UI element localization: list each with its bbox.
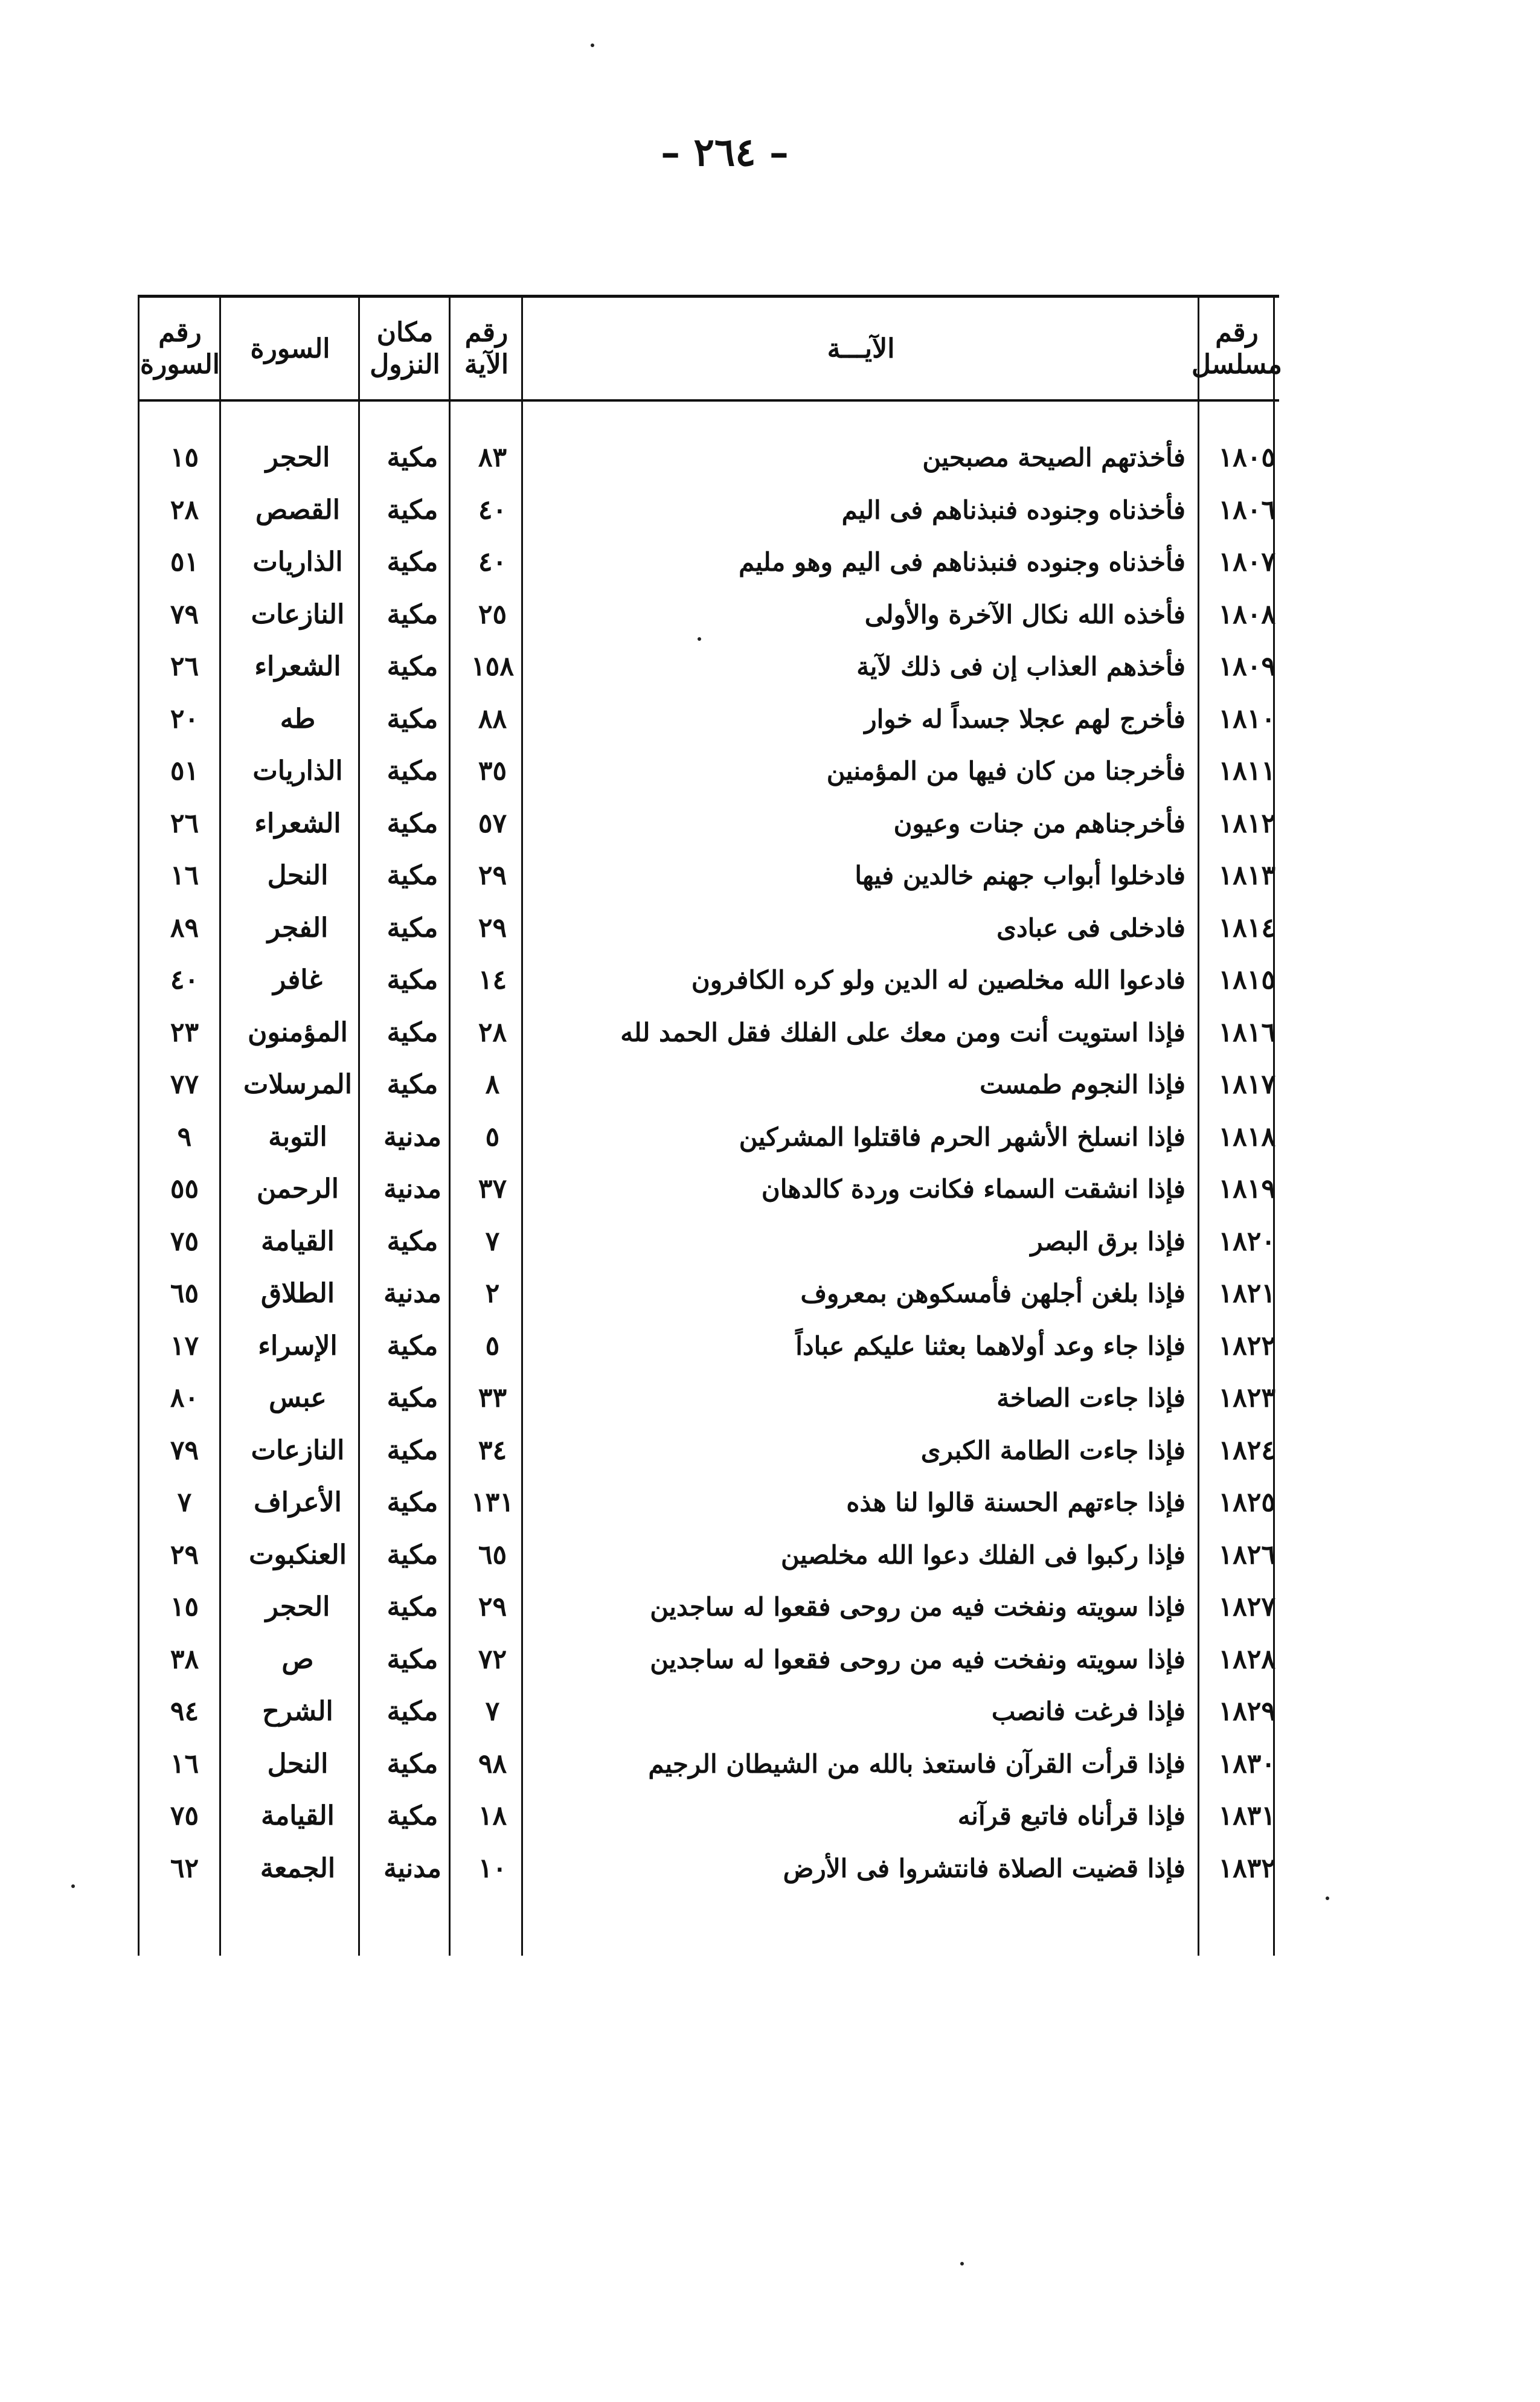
table-row xyxy=(138,589,1279,641)
revelation-place-cell: مكية xyxy=(387,1382,438,1413)
verse-number-cell: ٧ xyxy=(485,1225,500,1257)
verse-number-cell: ٨٨ xyxy=(478,703,507,734)
surah-name-cell: القيامة xyxy=(261,1800,335,1831)
serial-number-cell: ١٨١١ xyxy=(1218,756,1275,786)
table-row xyxy=(138,1738,1279,1791)
revelation-place-cell: مكية xyxy=(387,1643,438,1675)
table-row xyxy=(138,745,1279,798)
serial-number-cell: ١٨٢٣ xyxy=(1218,1382,1275,1413)
surah-number-cell: ٨٠ xyxy=(170,1382,199,1413)
table-row xyxy=(138,641,1279,693)
revelation-place-cell: مكية xyxy=(387,703,438,734)
surah-number-cell: ٦٥ xyxy=(170,1278,199,1309)
verse-text-cell: فإذا جاء وعد أولاهما بعثنا عليكم عباداً xyxy=(795,1331,1185,1361)
serial-number-cell: ١٨٢٨ xyxy=(1218,1643,1275,1675)
surah-number-cell: ٢٨ xyxy=(170,494,199,525)
table-row xyxy=(138,902,1279,955)
revelation-place-cell: مكية xyxy=(387,599,438,630)
verse-number-cell: ٣٤ xyxy=(478,1434,507,1466)
verse-number-cell: ٩٨ xyxy=(478,1748,507,1779)
verse-text-cell: فأخرجناهم من جنات وعيون xyxy=(893,808,1185,838)
serial-number-cell: ١٨١٨ xyxy=(1218,1121,1275,1152)
surah-number-cell: ٣٨ xyxy=(170,1643,199,1675)
table-row xyxy=(138,1581,1279,1634)
serial-number-cell: ١٨٢٢ xyxy=(1218,1330,1275,1361)
verse-number-cell: ٢٥ xyxy=(478,599,507,630)
surah-name-cell: الأعراف xyxy=(254,1487,342,1518)
serial-number-cell: ١٨٣٢ xyxy=(1218,1852,1275,1884)
surah-number-cell: ٧٩ xyxy=(170,1434,199,1466)
header-serial: رقم مسلسل xyxy=(1192,317,1282,380)
table-row xyxy=(138,1007,1279,1059)
serial-number-cell: ١٨٠٥ xyxy=(1218,442,1275,473)
revelation-place-cell: مكية xyxy=(387,912,438,943)
verse-text-cell: فإذا برق البصر xyxy=(1030,1226,1185,1256)
surah-name-cell: طه xyxy=(280,703,316,734)
verse-number-cell: ٢٩ xyxy=(478,860,507,891)
surah-number-cell: ٢٠ xyxy=(170,703,199,734)
table-row xyxy=(138,1843,1279,1895)
table-row xyxy=(138,693,1279,746)
serial-number-cell: ١٨٢٥ xyxy=(1218,1487,1275,1518)
revelation-place-cell: مدنية xyxy=(383,1121,441,1152)
verse-number-cell: ٧٢ xyxy=(478,1643,507,1675)
surah-name-cell: الإسراء xyxy=(258,1330,338,1361)
header-verse: الآيـــة xyxy=(827,333,895,364)
surah-number-cell: ١٥ xyxy=(170,1591,199,1622)
serial-number-cell: ١٨٢٩ xyxy=(1218,1696,1275,1727)
verse-text-cell: فإذا سويته ونفخت فيه من روحى فقعوا له ساجدين xyxy=(650,1592,1185,1622)
serial-number-cell: ١٨٢٧ xyxy=(1218,1591,1275,1622)
verse-number-cell: ٦٥ xyxy=(478,1539,507,1570)
surah-name-cell: القصص xyxy=(255,494,340,525)
surah-name-cell: غافر xyxy=(273,965,322,995)
revelation-place-cell: مكية xyxy=(387,1016,438,1048)
serial-number-cell: ١٨٢١ xyxy=(1218,1278,1275,1309)
table-row xyxy=(138,1111,1279,1164)
surah-name-cell: النحل xyxy=(267,1748,329,1779)
page-number: – ٢٦٤ – xyxy=(661,130,789,175)
verse-number-cell: ٢ xyxy=(485,1278,500,1309)
surah-name-cell: التوبة xyxy=(268,1121,327,1152)
verse-text-cell: فأخذه الله نكال الآخرة والأولى xyxy=(864,599,1185,629)
serial-number-cell: ١٨١٧ xyxy=(1218,1069,1275,1100)
surah-number-cell: ٧ xyxy=(177,1487,192,1518)
revelation-place-cell: مكية xyxy=(387,1225,438,1257)
table-row xyxy=(138,954,1279,1007)
surah-number-cell: ٧٧ xyxy=(170,1069,199,1100)
verse-text-cell: فأخذهم العذاب إن فى ذلك لآية xyxy=(856,652,1185,681)
verse-text-cell: فادخلى فى عبادى xyxy=(996,913,1185,943)
revelation-place-cell: مكية xyxy=(387,651,438,682)
surah-number-cell: ٩٤ xyxy=(170,1696,199,1727)
header-verse-number: رقم الآية xyxy=(464,317,509,380)
verse-number-cell: ٢٩ xyxy=(478,912,507,943)
revelation-place-cell: مكية xyxy=(387,494,438,525)
surah-name-cell: الرحمن xyxy=(256,1174,339,1204)
revelation-place-cell: مكية xyxy=(387,1748,438,1779)
revelation-place-cell: مكية xyxy=(387,547,438,577)
verse-text-cell: فإذا فرغت فانصب xyxy=(991,1697,1185,1726)
table-row xyxy=(138,1529,1279,1582)
verse-text-cell: فأخذتهم الصيحة مصبحين xyxy=(922,443,1185,472)
surah-name-cell: الفجر xyxy=(267,912,329,943)
surah-number-cell: ٤٠ xyxy=(170,965,199,995)
verse-number-cell: ٥٧ xyxy=(478,808,507,839)
verse-text-cell: فادعوا الله مخلصين له الدين ولو كره الكافرون xyxy=(691,965,1185,995)
verse-text-cell: فأخذناه وجنوده فنبذناهم فى اليم xyxy=(841,495,1185,525)
header-surah-number: رقم السورة xyxy=(140,317,220,380)
surah-name-cell: ص xyxy=(281,1643,314,1675)
serial-number-cell: ١٨١٣ xyxy=(1218,860,1275,891)
table-row xyxy=(138,1686,1279,1738)
serial-number-cell: ١٨٢٠ xyxy=(1218,1225,1275,1257)
surah-number-cell: ٢٣ xyxy=(170,1016,199,1048)
serial-number-cell: ١٨٠٧ xyxy=(1218,547,1275,577)
verse-number-cell: ١٠ xyxy=(478,1852,507,1884)
verse-text-cell: فإذا قرأت القرآن فاستعذ بالله من الشيطان الرجيم xyxy=(648,1749,1185,1779)
verse-number-cell: ٣٣ xyxy=(478,1382,507,1413)
scan-speck xyxy=(71,1884,75,1888)
surah-number-cell: ٧٥ xyxy=(170,1225,199,1257)
table-row xyxy=(138,1268,1279,1320)
revelation-place-cell: مكية xyxy=(387,1539,438,1570)
serial-number-cell: ١٨٠٩ xyxy=(1218,651,1275,682)
verse-number-cell: ٤٠ xyxy=(478,547,507,577)
table-row xyxy=(138,1634,1279,1686)
surah-number-cell: ٥١ xyxy=(170,547,199,577)
surah-number-cell: ٢٩ xyxy=(170,1539,199,1570)
scan-speck xyxy=(698,637,701,641)
surah-name-cell: المرسلات xyxy=(243,1069,352,1100)
revelation-place-cell: مكية xyxy=(387,756,438,786)
surah-number-cell: ٩ xyxy=(177,1121,192,1152)
serial-number-cell: ١٨١٢ xyxy=(1218,808,1275,839)
serial-number-cell: ١٨١٠ xyxy=(1218,703,1275,734)
surah-number-cell: ٧٩ xyxy=(170,599,199,630)
verse-text-cell: فإذا جاءتهم الحسنة قالوا لنا هذه xyxy=(846,1488,1185,1517)
revelation-place-cell: مكية xyxy=(387,1591,438,1622)
revelation-place-cell: مدنية xyxy=(383,1174,441,1204)
revelation-place-cell: مكية xyxy=(387,1330,438,1361)
serial-number-cell: ١٨٣١ xyxy=(1218,1800,1275,1831)
verse-number-cell: ٧ xyxy=(485,1696,500,1727)
surah-name-cell: النازعات xyxy=(251,1434,345,1466)
verse-text-cell: فإذا استويت أنت ومن معك على الفلك فقل الحمد لله xyxy=(620,1017,1185,1047)
revelation-place-cell: مكية xyxy=(387,1487,438,1518)
verse-text-cell: فأخرجنا من كان فيها من المؤمنين xyxy=(826,756,1185,786)
header-rule xyxy=(138,399,1279,402)
surah-number-cell: ٧٥ xyxy=(170,1800,199,1831)
verse-text-cell: فإذا بلغن أجلهن فأمسكوهن بمعروف xyxy=(800,1279,1185,1308)
surah-number-cell: ١٦ xyxy=(170,1748,199,1779)
header-revelation-place: مكان النزول xyxy=(370,317,440,380)
verse-number-cell: ٨ xyxy=(485,1069,500,1100)
verse-index-table xyxy=(138,295,1282,1956)
serial-number-cell: ١٨٢٤ xyxy=(1218,1434,1275,1466)
verse-text-cell: فإذا انسلخ الأشهر الحرم فاقتلوا المشركين xyxy=(739,1122,1185,1152)
surah-number-cell: ٦٢ xyxy=(170,1852,199,1884)
table-row xyxy=(138,432,1279,484)
revelation-place-cell: مدنية xyxy=(383,1278,441,1309)
serial-number-cell: ١٨٣٠ xyxy=(1218,1748,1275,1779)
serial-number-cell: ١٨٠٨ xyxy=(1218,599,1275,630)
verse-number-cell: ٥ xyxy=(485,1121,500,1152)
serial-number-cell: ١٨١٩ xyxy=(1218,1174,1275,1204)
verse-number-cell: ٨٣ xyxy=(478,442,507,473)
table-row xyxy=(138,1477,1279,1529)
verse-text-cell: فأخذناه وجنوده فنبذناهم فى اليم وهو مليم xyxy=(739,547,1185,577)
table-row xyxy=(138,1216,1279,1268)
surah-name-cell: الحجر xyxy=(265,442,330,473)
table-row xyxy=(138,1059,1279,1111)
verse-text-cell: فإذا جاءت الطامة الكبرى xyxy=(920,1435,1185,1465)
surah-number-cell: ١٥ xyxy=(170,442,199,473)
surah-name-cell: الشرح xyxy=(262,1696,333,1727)
surah-name-cell: القيامة xyxy=(261,1225,335,1257)
serial-number-cell: ١٨١٥ xyxy=(1218,965,1275,995)
verse-text-cell: فإذا ركبوا فى الفلك دعوا الله مخلصين xyxy=(781,1540,1185,1570)
serial-number-cell: ١٨١٦ xyxy=(1218,1016,1275,1048)
table-row xyxy=(138,1320,1279,1373)
table-row xyxy=(138,1790,1279,1843)
serial-number-cell: ١٨٠٦ xyxy=(1218,494,1275,525)
revelation-place-cell: مكية xyxy=(387,965,438,995)
scan-speck xyxy=(591,43,594,47)
verse-text-cell: فإذا انشقت السماء فكانت وردة كالدهان xyxy=(761,1174,1185,1204)
scan-speck xyxy=(1326,1896,1329,1900)
verse-number-cell: ١٥٨ xyxy=(471,651,514,682)
table-row xyxy=(138,484,1279,537)
scan-speck xyxy=(960,2262,964,2266)
table-row xyxy=(138,1372,1279,1425)
surah-name-cell: الشعراء xyxy=(254,651,341,682)
surah-name-cell: عبس xyxy=(269,1382,327,1413)
verse-number-cell: ٤٠ xyxy=(478,494,507,525)
surah-name-cell: النحل xyxy=(267,860,329,891)
revelation-place-cell: مكية xyxy=(387,442,438,473)
verse-number-cell: ١٨ xyxy=(478,1800,507,1831)
serial-number-cell: ١٨١٤ xyxy=(1218,912,1275,943)
surah-number-cell: ٢٦ xyxy=(170,808,199,839)
verse-text-cell: فإذا جاءت الصاخة xyxy=(996,1383,1185,1413)
table-body xyxy=(138,432,1279,1895)
revelation-place-cell: مكية xyxy=(387,1696,438,1727)
surah-name-cell: العنكبوت xyxy=(249,1539,347,1570)
verse-number-cell: ١٣١ xyxy=(471,1487,514,1518)
surah-name-cell: النازعات xyxy=(251,599,345,630)
verse-number-cell: ٣٥ xyxy=(478,756,507,786)
table-row xyxy=(138,850,1279,902)
serial-number-cell: ١٨٢٦ xyxy=(1218,1539,1275,1570)
header-surah: السورة xyxy=(250,333,330,364)
surah-number-cell: ٥١ xyxy=(170,756,199,786)
verse-text-cell: فادخلوا أبواب جهنم خالدين فيها xyxy=(855,861,1185,890)
revelation-place-cell: مكية xyxy=(387,1434,438,1466)
verse-text-cell: فإذا سويته ونفخت فيه من روحى فقعوا له ساجدين xyxy=(650,1644,1185,1674)
table-row xyxy=(138,1425,1279,1477)
surah-number-cell: ٥٥ xyxy=(170,1174,199,1204)
surah-name-cell: الذاريات xyxy=(252,547,343,577)
revelation-place-cell: مكية xyxy=(387,1800,438,1831)
table-row xyxy=(138,798,1279,850)
revelation-place-cell: مدنية xyxy=(383,1852,441,1884)
verse-number-cell: ٥ xyxy=(485,1330,500,1361)
surah-number-cell: ٢٦ xyxy=(170,651,199,682)
table-row xyxy=(138,536,1279,589)
verse-text-cell: فإذا قضيت الصلاة فانتشروا فى الأرض xyxy=(783,1853,1185,1883)
surah-name-cell: المؤمنون xyxy=(248,1016,348,1048)
verse-text-cell: فإذا النجوم طمست xyxy=(980,1070,1185,1099)
surah-name-cell: الشعراء xyxy=(254,808,341,839)
verse-text-cell: فأخرج لهم عجلا جسداً له خوار xyxy=(864,704,1185,734)
verse-number-cell: ٢٩ xyxy=(478,1591,507,1622)
surah-number-cell: ١٧ xyxy=(170,1330,199,1361)
surah-name-cell: الطلاق xyxy=(260,1278,335,1309)
surah-name-cell: الحجر xyxy=(265,1591,330,1622)
table-row xyxy=(138,1163,1279,1216)
surah-number-cell: ٨٩ xyxy=(170,912,199,943)
revelation-place-cell: مكية xyxy=(387,808,438,839)
revelation-place-cell: مكية xyxy=(387,860,438,891)
verse-number-cell: ١٤ xyxy=(478,965,507,995)
surah-name-cell: الجمعة xyxy=(260,1852,336,1884)
verse-number-cell: ٣٧ xyxy=(478,1174,507,1204)
surah-number-cell: ١٦ xyxy=(170,860,199,891)
verse-text-cell: فإذا قرأناه فاتبع قرآنه xyxy=(957,1801,1185,1831)
revelation-place-cell: مكية xyxy=(387,1069,438,1100)
surah-name-cell: الذاريات xyxy=(252,756,343,786)
verse-number-cell: ٢٨ xyxy=(478,1016,507,1048)
